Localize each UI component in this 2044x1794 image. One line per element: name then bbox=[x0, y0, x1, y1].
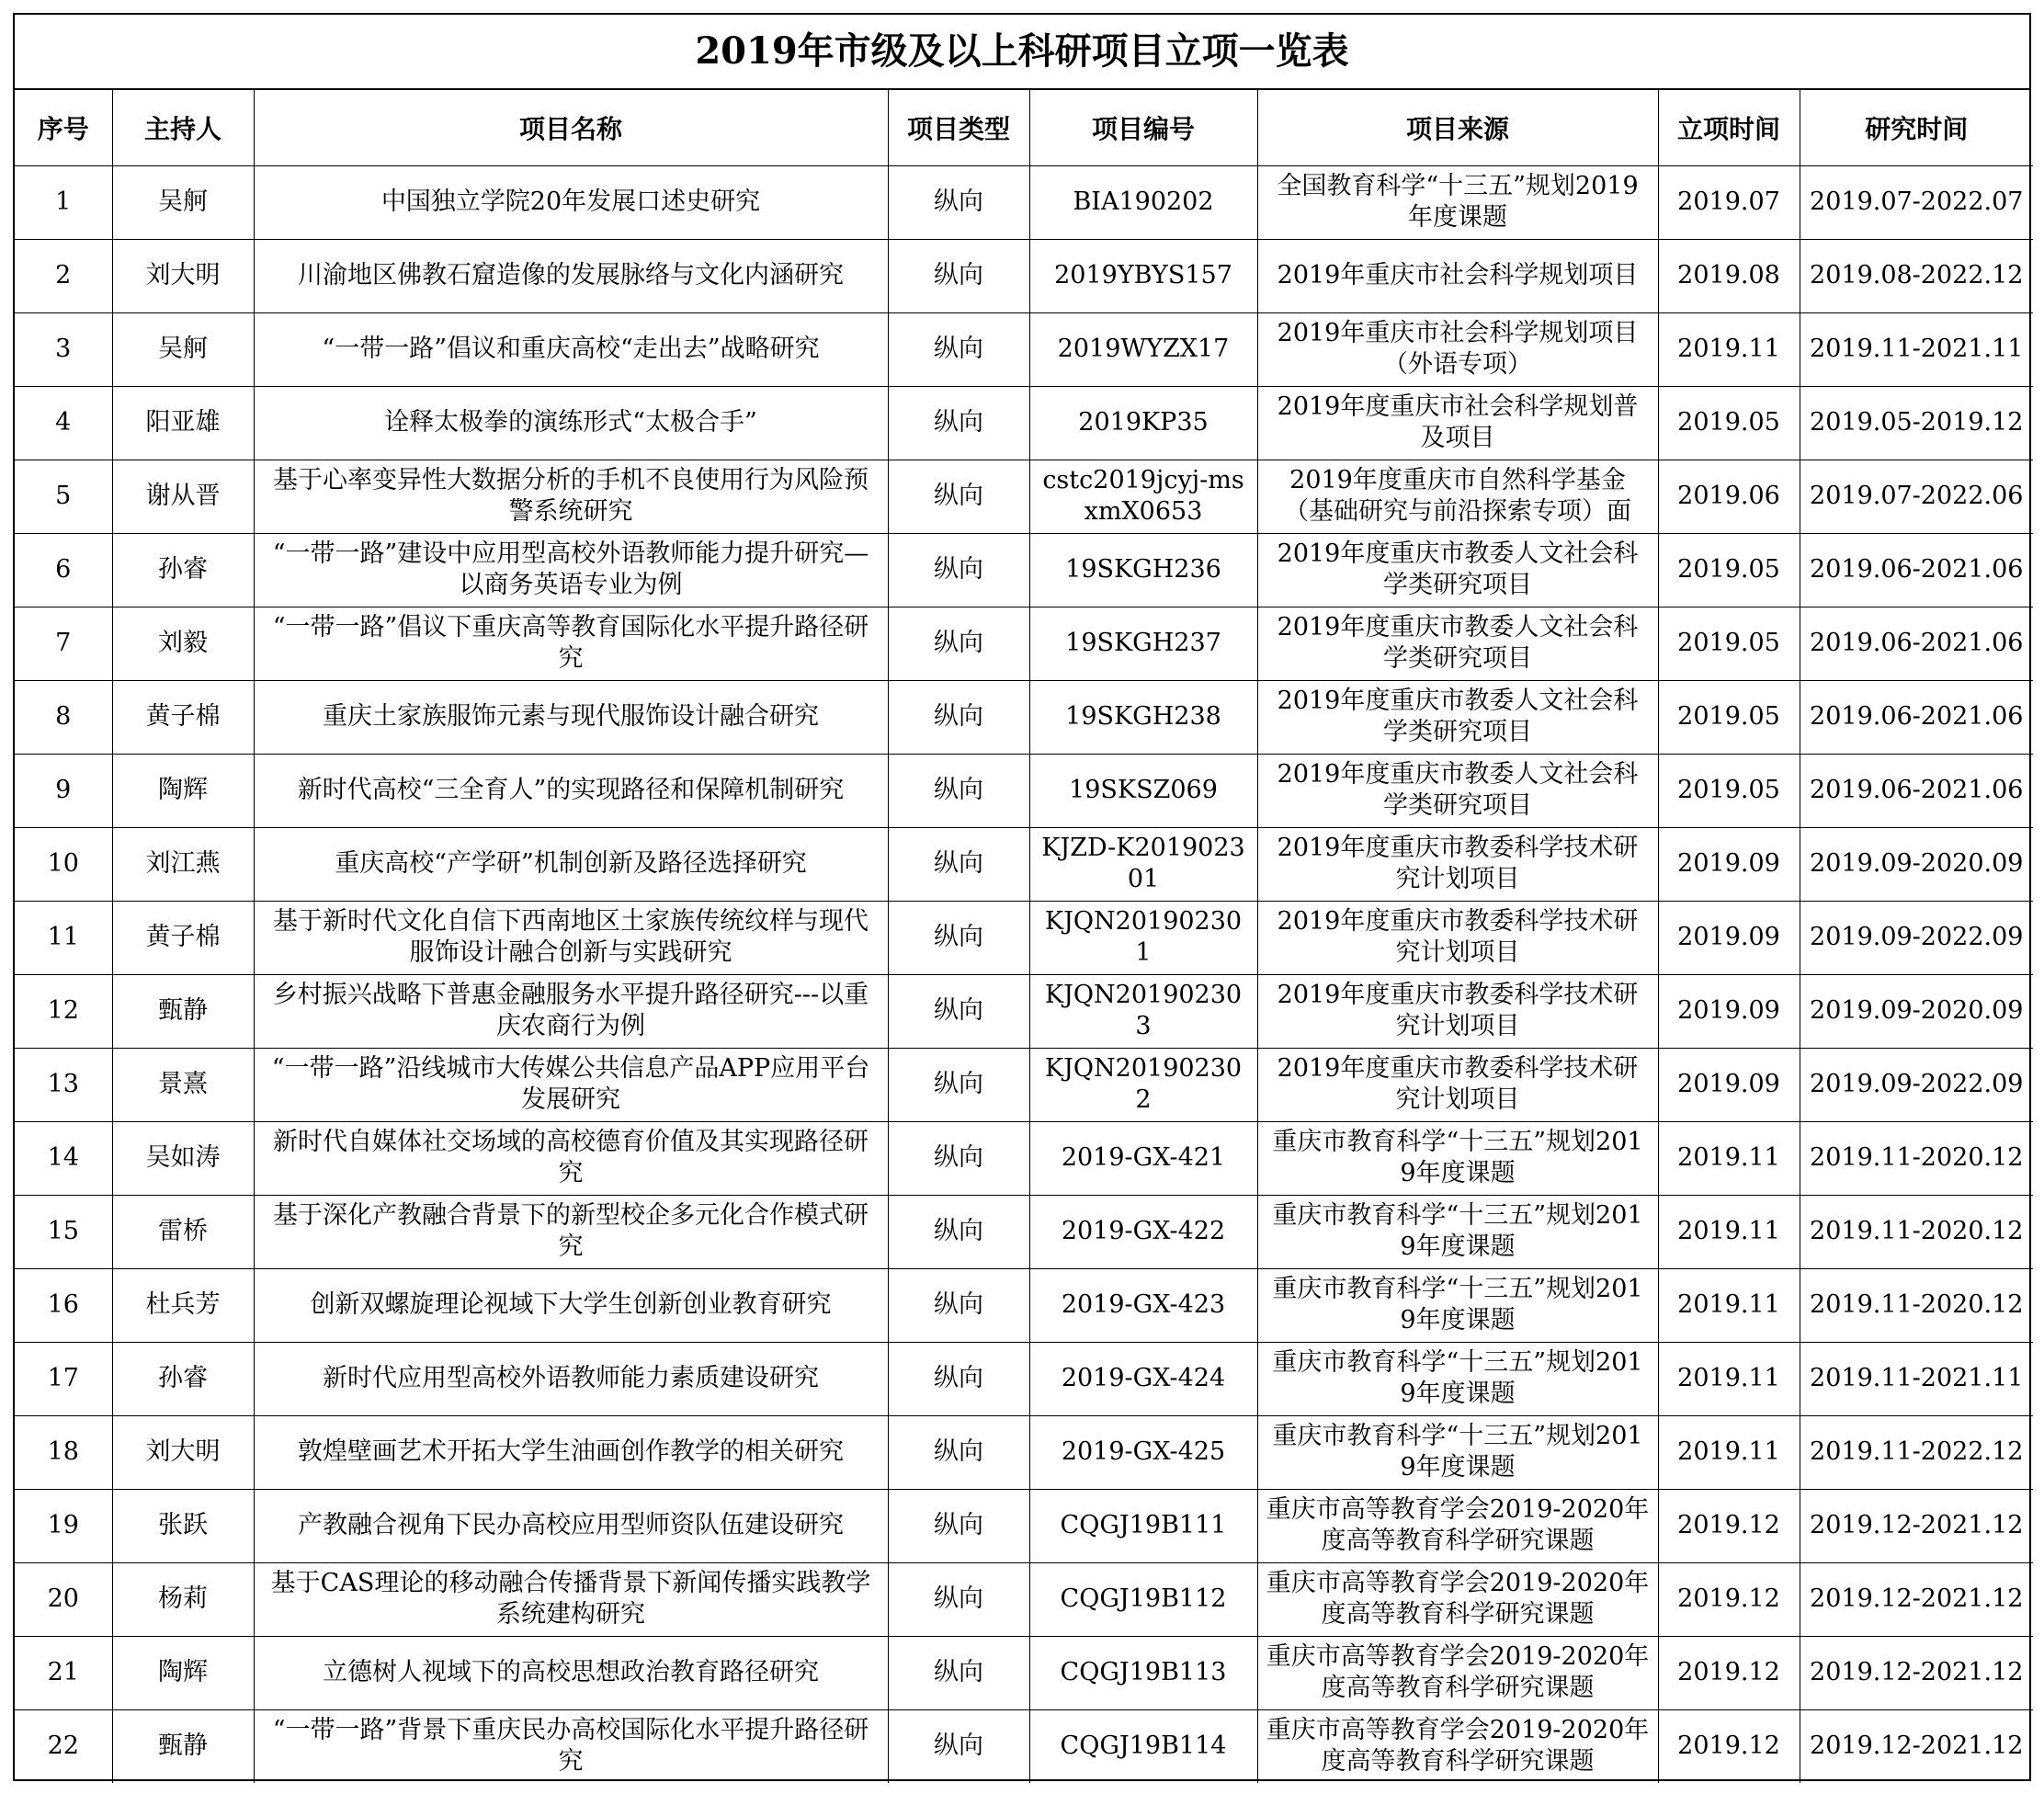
cell-project-code: 19SKGH236 bbox=[1029, 533, 1257, 607]
cell-host: 雷桥 bbox=[112, 1195, 254, 1268]
cell-project-code: 19SKSZ069 bbox=[1029, 754, 1257, 827]
cell-no: 12 bbox=[15, 974, 112, 1048]
cell-project-name: 新时代高校“三全育人”的实现路径和保障机制研究 bbox=[254, 754, 888, 827]
table-row bbox=[15, 1342, 2033, 1415]
cell-project-name: 重庆土家族服饰元素与现代服饰设计融合研究 bbox=[254, 680, 888, 754]
cell-research-period: 2019.07-2022.07 bbox=[1800, 165, 2033, 239]
cell-project-source: 重庆市高等教育学会2019-2020年度高等教育科学研究课题 bbox=[1257, 1709, 1658, 1783]
cell-start-date: 2019.11 bbox=[1658, 1195, 1800, 1268]
cell-project-name: 新时代自媒体社交场域的高校德育价值及其实现路径研究 bbox=[254, 1121, 888, 1195]
cell-start-date: 2019.11 bbox=[1658, 1415, 1800, 1489]
cell-start-date: 2019.12 bbox=[1658, 1636, 1800, 1709]
table-row bbox=[15, 1709, 2033, 1783]
cell-project-name: 中国独立学院20年发展口述史研究 bbox=[254, 165, 888, 239]
cell-start-date: 2019.11 bbox=[1658, 312, 1800, 386]
cell-project-name: 立德树人视域下的高校思想政治教育路径研究 bbox=[254, 1636, 888, 1709]
cell-project-code: 2019YBYS157 bbox=[1029, 239, 1257, 312]
cell-no: 16 bbox=[15, 1268, 112, 1342]
cell-host: 黄子棉 bbox=[112, 901, 254, 974]
table-row bbox=[15, 460, 2033, 533]
cell-start-date: 2019.05 bbox=[1658, 680, 1800, 754]
cell-project-name: “一带一路”倡议下重庆高等教育国际化水平提升路径研究 bbox=[254, 607, 888, 680]
cell-project-name: “一带一路”倡议和重庆高校“走出去”战略研究 bbox=[254, 312, 888, 386]
cell-project-source: 2019年度重庆市教委人文社会科学类研究项目 bbox=[1257, 754, 1658, 827]
cell-host: 孙睿 bbox=[112, 533, 254, 607]
table-row bbox=[15, 165, 2033, 239]
cell-project-name: 诠释太极拳的演练形式“太极合手” bbox=[254, 386, 888, 460]
sheet-title: 2019年市级及以上科研项目立项一览表 bbox=[15, 15, 2029, 90]
cell-project-type: 纵向 bbox=[888, 754, 1029, 827]
cell-project-code: BIA190202 bbox=[1029, 165, 1257, 239]
cell-project-type: 纵向 bbox=[888, 1342, 1029, 1415]
table-row bbox=[15, 1121, 2033, 1195]
cell-project-code: 2019WYZX17 bbox=[1029, 312, 1257, 386]
cell-project-source: 2019年重庆市社会科学规划项目 bbox=[1257, 239, 1658, 312]
cell-no: 19 bbox=[15, 1489, 112, 1562]
cell-host: 张跃 bbox=[112, 1489, 254, 1562]
cell-start-date: 2019.07 bbox=[1658, 165, 1800, 239]
cell-no: 21 bbox=[15, 1636, 112, 1709]
cell-host: 甄静 bbox=[112, 1709, 254, 1783]
cell-start-date: 2019.12 bbox=[1658, 1562, 1800, 1636]
cell-research-period: 2019.12-2021.12 bbox=[1800, 1709, 2033, 1783]
cell-no: 18 bbox=[15, 1415, 112, 1489]
cell-project-type: 纵向 bbox=[888, 901, 1029, 974]
cell-start-date: 2019.09 bbox=[1658, 827, 1800, 901]
cell-host: 吴如涛 bbox=[112, 1121, 254, 1195]
cell-project-name: 创新双螺旋理论视域下大学生创新创业教育研究 bbox=[254, 1268, 888, 1342]
cell-research-period: 2019.06-2021.06 bbox=[1800, 754, 2033, 827]
table-row bbox=[15, 312, 2033, 386]
cell-start-date: 2019.05 bbox=[1658, 533, 1800, 607]
cell-project-source: 2019年度重庆市教委科学技术研究计划项目 bbox=[1257, 974, 1658, 1048]
cell-no: 2 bbox=[15, 239, 112, 312]
cell-no: 9 bbox=[15, 754, 112, 827]
cell-project-type: 纵向 bbox=[888, 827, 1029, 901]
cell-project-source: 重庆市高等教育学会2019-2020年度高等教育科学研究课题 bbox=[1257, 1636, 1658, 1709]
table-row bbox=[15, 386, 2033, 460]
cell-no: 4 bbox=[15, 386, 112, 460]
cell-research-period: 2019.06-2021.06 bbox=[1800, 607, 2033, 680]
cell-project-code: 19SKGH238 bbox=[1029, 680, 1257, 754]
cell-host: 黄子棉 bbox=[112, 680, 254, 754]
cell-project-type: 纵向 bbox=[888, 1709, 1029, 1783]
table-row bbox=[15, 533, 2033, 607]
cell-host: 谢从晋 bbox=[112, 460, 254, 533]
cell-start-date: 2019.09 bbox=[1658, 974, 1800, 1048]
cell-no: 15 bbox=[15, 1195, 112, 1268]
cell-start-date: 2019.12 bbox=[1658, 1709, 1800, 1783]
cell-project-type: 纵向 bbox=[888, 974, 1029, 1048]
table-row bbox=[15, 239, 2033, 312]
cell-project-source: 重庆市教育科学“十三五”规划2019年度课题 bbox=[1257, 1121, 1658, 1195]
cell-no: 14 bbox=[15, 1121, 112, 1195]
cell-research-period: 2019.06-2021.06 bbox=[1800, 533, 2033, 607]
header-source: 项目来源 bbox=[1257, 90, 1658, 165]
table-row bbox=[15, 680, 2033, 754]
table-row bbox=[15, 1415, 2033, 1489]
cell-start-date: 2019.11 bbox=[1658, 1121, 1800, 1195]
cell-no: 10 bbox=[15, 827, 112, 901]
cell-research-period: 2019.11-2020.12 bbox=[1800, 1268, 2033, 1342]
cell-project-type: 纵向 bbox=[888, 1415, 1029, 1489]
cell-no: 3 bbox=[15, 312, 112, 386]
cell-no: 20 bbox=[15, 1562, 112, 1636]
table-row bbox=[15, 1562, 2033, 1636]
project-sheet bbox=[13, 13, 2031, 1781]
cell-project-type: 纵向 bbox=[888, 607, 1029, 680]
cell-start-date: 2019.05 bbox=[1658, 607, 1800, 680]
table-row bbox=[15, 1489, 2033, 1562]
cell-no: 8 bbox=[15, 680, 112, 754]
cell-project-name: “一带一路”沿线城市大传媒公共信息产品APP应用平台发展研究 bbox=[254, 1048, 888, 1121]
cell-project-source: 2019年度重庆市教委科学技术研究计划项目 bbox=[1257, 1048, 1658, 1121]
cell-start-date: 2019.08 bbox=[1658, 239, 1800, 312]
cell-project-type: 纵向 bbox=[888, 460, 1029, 533]
cell-project-type: 纵向 bbox=[888, 165, 1029, 239]
cell-project-source: 重庆市教育科学“十三五”规划2019年度课题 bbox=[1257, 1342, 1658, 1415]
cell-research-period: 2019.09-2020.09 bbox=[1800, 974, 2033, 1048]
header-code: 项目编号 bbox=[1029, 90, 1257, 165]
cell-project-source: 2019年度重庆市教委科学技术研究计划项目 bbox=[1257, 901, 1658, 974]
table-row bbox=[15, 754, 2033, 827]
header-type: 项目类型 bbox=[888, 90, 1029, 165]
cell-project-code: 2019-GX-424 bbox=[1029, 1342, 1257, 1415]
table-row bbox=[15, 607, 2033, 680]
cell-no: 13 bbox=[15, 1048, 112, 1121]
cell-research-period: 2019.11-2022.12 bbox=[1800, 1415, 2033, 1489]
cell-research-period: 2019.11-2020.12 bbox=[1800, 1121, 2033, 1195]
cell-project-code: KJQN201902301 bbox=[1029, 901, 1257, 974]
cell-host: 孙睿 bbox=[112, 1342, 254, 1415]
cell-project-source: 重庆市教育科学“十三五”规划2019年度课题 bbox=[1257, 1268, 1658, 1342]
cell-project-code: 2019KP35 bbox=[1029, 386, 1257, 460]
cell-project-source: 全国教育科学“十三五”规划2019年度课题 bbox=[1257, 165, 1658, 239]
cell-host: 刘毅 bbox=[112, 607, 254, 680]
cell-project-name: 基于心率变异性大数据分析的手机不良使用行为风险预警系统研究 bbox=[254, 460, 888, 533]
cell-project-code: CQGJ19B111 bbox=[1029, 1489, 1257, 1562]
project-table bbox=[15, 90, 2033, 1783]
header-name: 项目名称 bbox=[254, 90, 888, 165]
cell-research-period: 2019.11-2021.11 bbox=[1800, 1342, 2033, 1415]
cell-project-type: 纵向 bbox=[888, 1121, 1029, 1195]
cell-project-name: 重庆高校“产学研”机制创新及路径选择研究 bbox=[254, 827, 888, 901]
cell-research-period: 2019.12-2021.12 bbox=[1800, 1636, 2033, 1709]
cell-project-source: 2019年度重庆市教委人文社会科学类研究项目 bbox=[1257, 607, 1658, 680]
cell-project-name: 乡村振兴战略下普惠金融服务水平提升路径研究---以重庆农商行为例 bbox=[254, 974, 888, 1048]
cell-start-date: 2019.11 bbox=[1658, 1342, 1800, 1415]
cell-no: 11 bbox=[15, 901, 112, 974]
cell-start-date: 2019.11 bbox=[1658, 1268, 1800, 1342]
cell-project-type: 纵向 bbox=[888, 1048, 1029, 1121]
header-period: 研究时间 bbox=[1800, 90, 2033, 165]
cell-project-source: 重庆市教育科学“十三五”规划2019年度课题 bbox=[1257, 1415, 1658, 1489]
cell-project-name: 基于新时代文化自信下西南地区土家族传统纹样与现代服饰设计融合创新与实践研究 bbox=[254, 901, 888, 974]
cell-project-name: 敦煌壁画艺术开拓大学生油画创作教学的相关研究 bbox=[254, 1415, 888, 1489]
cell-project-name: 基于深化产教融合背景下的新型校企多元化合作模式研究 bbox=[254, 1195, 888, 1268]
cell-project-code: KJQN201902302 bbox=[1029, 1048, 1257, 1121]
cell-start-date: 2019.05 bbox=[1658, 386, 1800, 460]
cell-project-source: 2019年度重庆市社会科学规划普及项目 bbox=[1257, 386, 1658, 460]
table-row bbox=[15, 1195, 2033, 1268]
cell-host: 刘大明 bbox=[112, 1415, 254, 1489]
cell-research-period: 2019.12-2021.12 bbox=[1800, 1562, 2033, 1636]
cell-project-code: KJQN201902303 bbox=[1029, 974, 1257, 1048]
cell-project-source: 重庆市教育科学“十三五”规划2019年度课题 bbox=[1257, 1195, 1658, 1268]
cell-project-code: KJZD-K201902301 bbox=[1029, 827, 1257, 901]
cell-project-code: 2019-GX-423 bbox=[1029, 1268, 1257, 1342]
cell-project-code: CQGJ19B113 bbox=[1029, 1636, 1257, 1709]
cell-project-type: 纵向 bbox=[888, 680, 1029, 754]
cell-project-type: 纵向 bbox=[888, 1195, 1029, 1268]
cell-research-period: 2019.11-2021.11 bbox=[1800, 312, 2033, 386]
cell-host: 陶辉 bbox=[112, 754, 254, 827]
cell-start-date: 2019.05 bbox=[1658, 754, 1800, 827]
header-start: 立项时间 bbox=[1658, 90, 1800, 165]
cell-host: 陶辉 bbox=[112, 1636, 254, 1709]
cell-project-code: 2019-GX-425 bbox=[1029, 1415, 1257, 1489]
cell-host: 刘江燕 bbox=[112, 827, 254, 901]
cell-no: 5 bbox=[15, 460, 112, 533]
cell-host: 杜兵芳 bbox=[112, 1268, 254, 1342]
cell-project-code: 2019-GX-422 bbox=[1029, 1195, 1257, 1268]
cell-project-name: 新时代应用型高校外语教师能力素质建设研究 bbox=[254, 1342, 888, 1415]
cell-start-date: 2019.06 bbox=[1658, 460, 1800, 533]
cell-project-name: 产教融合视角下民办高校应用型师资队伍建设研究 bbox=[254, 1489, 888, 1562]
cell-project-type: 纵向 bbox=[888, 1489, 1029, 1562]
cell-start-date: 2019.12 bbox=[1658, 1489, 1800, 1562]
cell-host: 吴舸 bbox=[112, 165, 254, 239]
cell-research-period: 2019.08-2022.12 bbox=[1800, 239, 2033, 312]
cell-project-name: “一带一路”背景下重庆民办高校国际化水平提升路径研究 bbox=[254, 1709, 888, 1783]
cell-project-source: 2019年重庆市社会科学规划项目（外语专项） bbox=[1257, 312, 1658, 386]
header-no: 序号 bbox=[15, 90, 112, 165]
cell-research-period: 2019.09-2020.09 bbox=[1800, 827, 2033, 901]
cell-research-period: 2019.05-2019.12 bbox=[1800, 386, 2033, 460]
cell-project-code: CQGJ19B114 bbox=[1029, 1709, 1257, 1783]
table-row bbox=[15, 1048, 2033, 1121]
cell-no: 7 bbox=[15, 607, 112, 680]
cell-project-type: 纵向 bbox=[888, 1268, 1029, 1342]
cell-no: 17 bbox=[15, 1342, 112, 1415]
cell-project-code: CQGJ19B112 bbox=[1029, 1562, 1257, 1636]
cell-host: 吴舸 bbox=[112, 312, 254, 386]
cell-project-type: 纵向 bbox=[888, 239, 1029, 312]
header-host: 主持人 bbox=[112, 90, 254, 165]
cell-project-name: “一带一路”建设中应用型高校外语教师能力提升研究—以商务英语专业为例 bbox=[254, 533, 888, 607]
cell-project-type: 纵向 bbox=[888, 533, 1029, 607]
cell-research-period: 2019.06-2021.06 bbox=[1800, 680, 2033, 754]
cell-host: 阳亚雄 bbox=[112, 386, 254, 460]
cell-project-type: 纵向 bbox=[888, 1636, 1029, 1709]
cell-project-source: 2019年度重庆市自然科学基金（基础研究与前沿探索专项）面 bbox=[1257, 460, 1658, 533]
cell-host: 刘大明 bbox=[112, 239, 254, 312]
header-row bbox=[15, 90, 2033, 165]
cell-project-source: 2019年度重庆市教委人文社会科学类研究项目 bbox=[1257, 680, 1658, 754]
cell-project-type: 纵向 bbox=[888, 312, 1029, 386]
cell-no: 6 bbox=[15, 533, 112, 607]
table-row bbox=[15, 974, 2033, 1048]
cell-no: 22 bbox=[15, 1709, 112, 1783]
cell-host: 甄静 bbox=[112, 974, 254, 1048]
cell-project-source: 2019年度重庆市教委科学技术研究计划项目 bbox=[1257, 827, 1658, 901]
table-row bbox=[15, 1268, 2033, 1342]
cell-research-period: 2019.09-2022.09 bbox=[1800, 1048, 2033, 1121]
cell-project-type: 纵向 bbox=[888, 386, 1029, 460]
cell-project-code: 2019-GX-421 bbox=[1029, 1121, 1257, 1195]
cell-research-period: 2019.11-2020.12 bbox=[1800, 1195, 2033, 1268]
cell-host: 杨莉 bbox=[112, 1562, 254, 1636]
cell-research-period: 2019.07-2022.06 bbox=[1800, 460, 2033, 533]
cell-project-code: 19SKGH237 bbox=[1029, 607, 1257, 680]
table-row bbox=[15, 1636, 2033, 1709]
cell-no: 1 bbox=[15, 165, 112, 239]
cell-host: 景熹 bbox=[112, 1048, 254, 1121]
cell-research-period: 2019.09-2022.09 bbox=[1800, 901, 2033, 974]
cell-start-date: 2019.09 bbox=[1658, 901, 1800, 974]
cell-project-name: 基于CAS理论的移动融合传播背景下新闻传播实践教学系统建构研究 bbox=[254, 1562, 888, 1636]
table-row bbox=[15, 901, 2033, 974]
cell-project-name: 川渝地区佛教石窟造像的发展脉络与文化内涵研究 bbox=[254, 239, 888, 312]
cell-project-source: 重庆市高等教育学会2019-2020年度高等教育科学研究课题 bbox=[1257, 1489, 1658, 1562]
table-row bbox=[15, 827, 2033, 901]
table-body bbox=[15, 165, 2033, 1783]
cell-project-type: 纵向 bbox=[888, 1562, 1029, 1636]
cell-project-code: cstc2019jcyj-msxmX0653 bbox=[1029, 460, 1257, 533]
cell-project-source: 2019年度重庆市教委人文社会科学类研究项目 bbox=[1257, 533, 1658, 607]
cell-research-period: 2019.12-2021.12 bbox=[1800, 1489, 2033, 1562]
cell-start-date: 2019.09 bbox=[1658, 1048, 1800, 1121]
cell-project-source: 重庆市高等教育学会2019-2020年度高等教育科学研究课题 bbox=[1257, 1562, 1658, 1636]
